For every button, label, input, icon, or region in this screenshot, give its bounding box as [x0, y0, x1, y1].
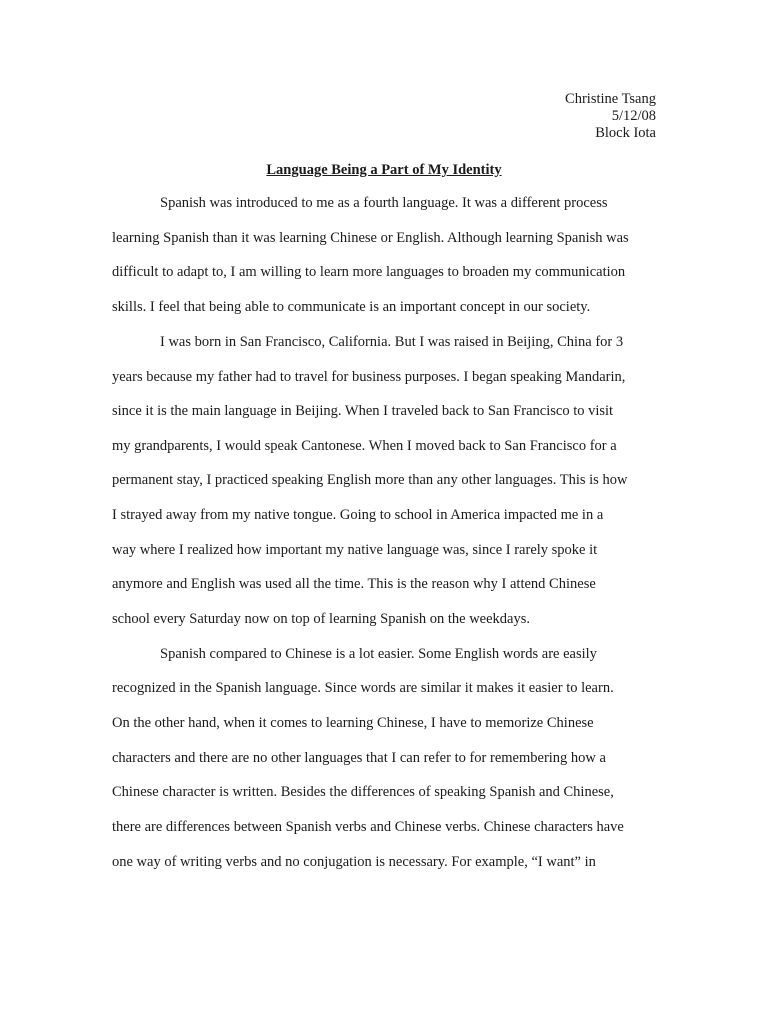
author-name: Christine Tsang [565, 91, 656, 107]
body-line: one way of writing verbs and no conjugation is necessary. For example, “I want” in [112, 854, 596, 870]
body-line: there are differences between Spanish verbs and Chinese verbs. Chinese characters have [112, 819, 624, 835]
body-line: anymore and English was used all the time. This is the reason why I attend Chinese [112, 576, 596, 592]
class-block: Block Iota [595, 125, 656, 141]
body-line: characters and there are no other languages that I can refer to for remembering how a [112, 750, 606, 766]
body-line: I strayed away from my native tongue. Going to school in America impacted me in a [112, 507, 604, 523]
body-line: years because my father had to travel for business purposes. I began speaking Mandarin, [112, 369, 626, 385]
body-line: learning Spanish than it was learning Chinese or English. Although learning Spanish was [112, 230, 629, 246]
document-title: Language Being a Part of My Identity [266, 162, 502, 178]
body-line: Spanish was introduced to me as a fourth language. It was a different process [160, 195, 608, 211]
body-line: school every Saturday now on top of learning Spanish on the weekdays. [112, 611, 530, 627]
body-line: way where I realized how important my native language was, since I rarely spoke it [112, 542, 598, 558]
body-line: my grandparents, I would speak Cantonese. When I moved back to San Francisco for a [112, 438, 617, 454]
body-line: Spanish compared to Chinese is a lot easier. Some English words are easily [160, 646, 597, 662]
body-line: difficult to adapt to, I am willing to learn more languages to broaden my communication [112, 264, 626, 280]
body-line: permanent stay, I practiced speaking English more than any other languages. This is how [112, 472, 628, 488]
header-block [565, 91, 656, 142]
body-line: recognized in the Spanish language. Since words are similar it makes it easier to learn. [112, 680, 614, 696]
body-line: Chinese character is written. Besides the differences of speaking Spanish and Chinese, [112, 784, 614, 800]
body-line: since it is the main language in Beijing. When I traveled back to San Francisco to visit [112, 403, 614, 419]
body-line: skills. I feel that being able to communicate is an important concept in our society. [112, 299, 591, 315]
body-line: On the other hand, when it comes to learning Chinese, I have to memorize Chinese [112, 715, 594, 731]
date: 5/12/08 [611, 108, 656, 124]
body-line: I was born in San Francisco, California. But I was raised in Beijing, China for 3 [160, 334, 624, 350]
